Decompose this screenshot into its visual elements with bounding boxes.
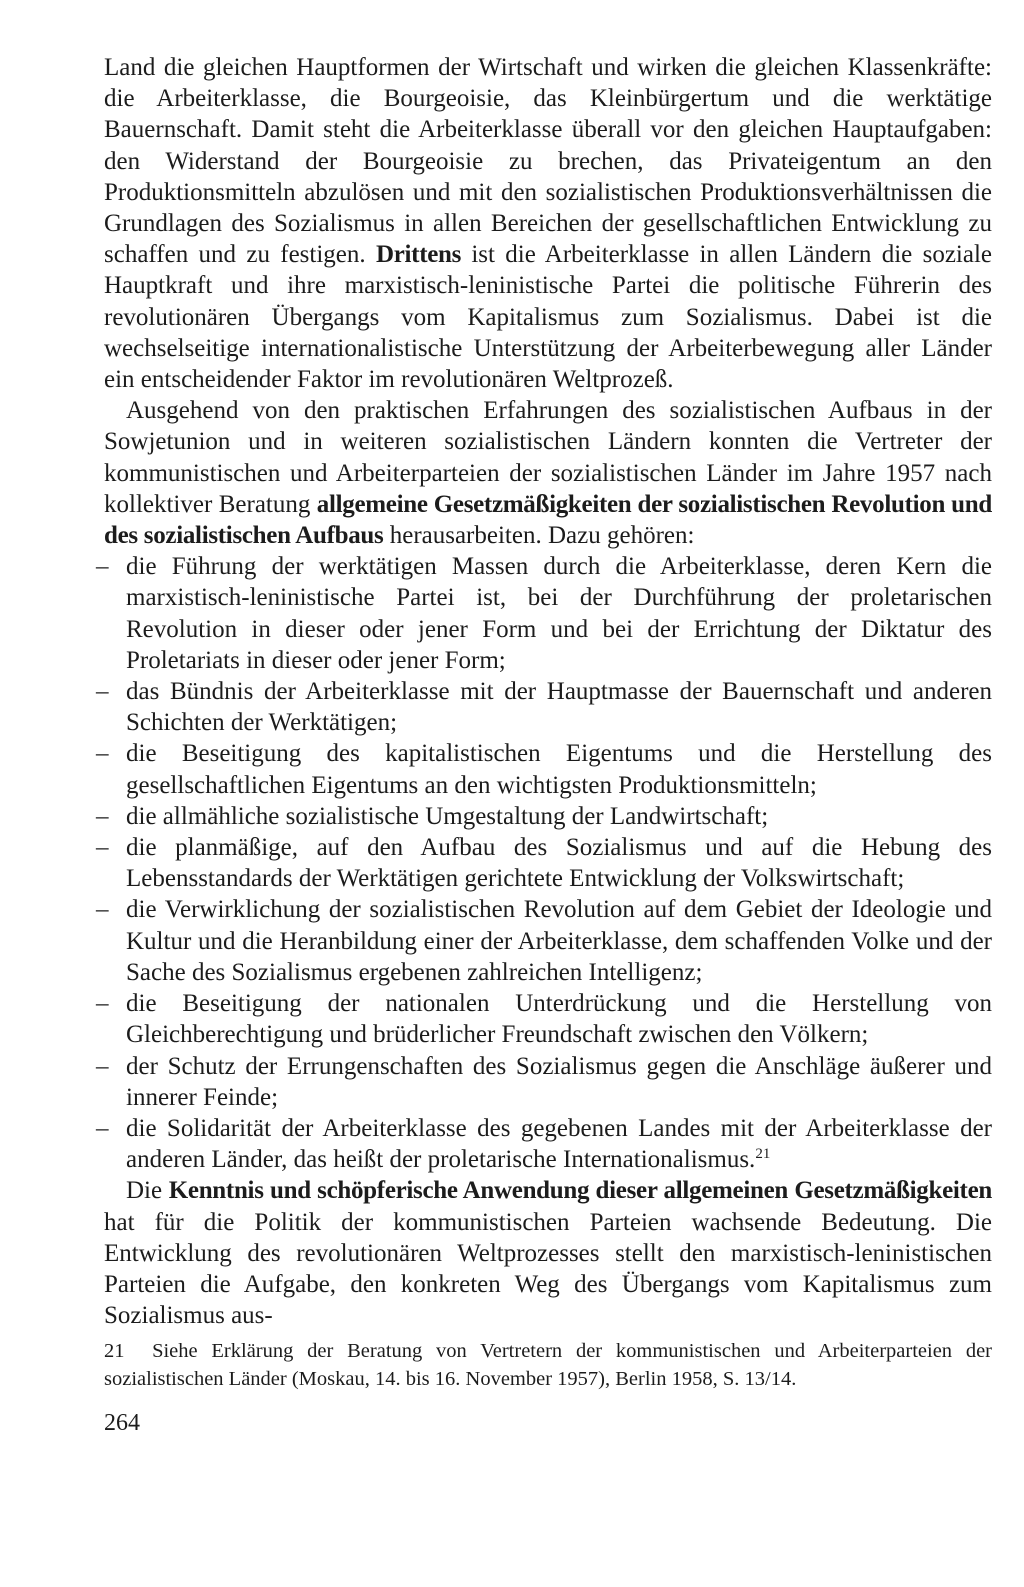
footnote bbox=[104, 1337, 992, 1393]
paragraph-3-text-b: hat für die Politik der kommunistischen Parteien wachsende Bedeutung. Die Entwicklung des revolutionären Weltprozesses stellt den marxistisch-leninistischen Parteien die Aufgabe, den konkreten Weg des Übergangs vom Kapitalismus zum Sozialismus aus- bbox=[104, 1208, 992, 1330]
footnote-text: Siehe Erklärung der Beratung von Vertretern der kommunistischen und Arbeiterparteien der sozialistischen Länder (Moskau, 14. bis 16. November 1957), Berlin 1958, S. 13/14. bbox=[104, 1340, 993, 1390]
list-item: – die planmäßige, auf den Aufbau des Sozialismus und auf die Hebung des Lebensstandards der Werktätigen gerichtete Entwicklung der Volkswirtschaft; bbox=[104, 832, 992, 894]
paragraph-3-text-a: Die bbox=[126, 1177, 169, 1205]
paragraph-1-text-a: Land die gleichen Hauptformen der Wirtschaft und wirken die gleichen Klassenkräfte: die Arbeiterklasse, die Bourgeoisie, das Kleinbürgertum und die werktätige Bauernschaft. Damit steht die Arbeiterklasse überall vor den gleichen Hauptaufgaben: den Widerstand der Bourgeoisie zu brechen, das Privateigentum an den Produktionsmitteln abzulösen und mit den sozialistischen Produktionsverhältnissen die Grundlagen des Sozialismus in allen Bereichen der gesellschaftlichen Entwicklung zu schaffen und zu festigen. bbox=[104, 54, 992, 269]
list-item: – die Beseitigung des kapitalistischen Eigentums und die Herstellung des gesellschaftlichen Eigentums an den wichtigsten Produktionsmitteln; bbox=[104, 738, 992, 800]
list-item: – das Bündnis der Arbeiterklasse mit der Hauptmasse der Bauernschaft und anderen Schichten der Werktätigen; bbox=[104, 676, 992, 738]
paragraph-1-text-b: ist die Arbeiterklasse in allen Ländern die soziale Hauptkraft und ihre marxistisch-leninistische Partei die politische Führerin des revolutionären Übergangs vom Kapitalismus zum Sozialismus. Dabei ist die wechselseitige internationalistische Unterstützung der Arbeiterbewegung aller Länder ein entscheidender Faktor im revolutionären Weltprozeß. bbox=[104, 241, 993, 394]
list-item: – die allmähliche sozialistische Umgestaltung der Landwirtschaft; bbox=[104, 801, 992, 832]
paragraph-3-emphasis: Kenntnis und schöpferische Anwendung dieser allgemeinen Gesetzmäßigkeiten bbox=[168, 1177, 992, 1205]
paragraph-2-text-a: Ausgehend von den praktischen Erfahrungen des sozialistischen Aufbaus in der Sowjetunion und in weiteren sozialistischen Ländern konnten die Vertreter der kommunistischen und Arbeiterparteien der sozialistischen Länder im Jahre 1957 nach kollektiver Beratung bbox=[104, 397, 992, 518]
paragraph-2-emphasis: allgemeine Gesetzmäßigkeiten der sozialistischen Revolution und des sozialistischen Aufbaus bbox=[104, 490, 992, 550]
page-number: 264 bbox=[104, 1410, 140, 1436]
paragraph-3 bbox=[104, 1175, 992, 1331]
list-item: – der Schutz der Errungenschaften des Sozialismus gegen die Anschläge äußerer und innerer Feinde; bbox=[104, 1051, 992, 1113]
paragraph-1-emphasis: Drittens bbox=[375, 241, 462, 269]
paragraph-1 bbox=[104, 52, 992, 395]
list-item: – die Solidarität der Arbeiterklasse des gegebenen Landes mit der Arbeiterklasse der anderen Länder, das heißt der proletarische Internationalismus.$^{21}$ bbox=[104, 1113, 992, 1175]
main-text bbox=[104, 52, 992, 1331]
page-body bbox=[104, 52, 992, 1331]
paragraph-2-text-b: herausarbeiten. Dazu gehören: bbox=[383, 522, 695, 550]
principles-list bbox=[104, 551, 992, 1175]
list-item: – die Verwirklichung der sozialistischen Revolution auf dem Gebiet der Ideologie und Kultur und die Heranbildung einer der Arbeiterklasse, dem schaffenden Volke und der Sache des Sozialismus ergebenen zahlreichen Intelligenz; bbox=[104, 894, 992, 988]
paragraph-2 bbox=[104, 395, 992, 551]
list-item: – die Führung der werktätigen Massen durch die Arbeiterklasse, deren Kern die marxistisch-leninistische Partei ist, bei der Durchführung der proletarischen Revolution in dieser oder jener Form und bei der Errichtung der Diktatur des Proletariats in dieser oder jener Form; bbox=[104, 551, 992, 676]
footnote-number: 21 bbox=[104, 1340, 125, 1362]
list-item: – die Beseitigung der nationalen Unterdrückung und die Herstellung von Gleichberechtigung und brüderlicher Freundschaft zwischen den Völkern; bbox=[104, 988, 992, 1050]
footnote-reference[interactable]: 21 bbox=[755, 1146, 771, 1163]
